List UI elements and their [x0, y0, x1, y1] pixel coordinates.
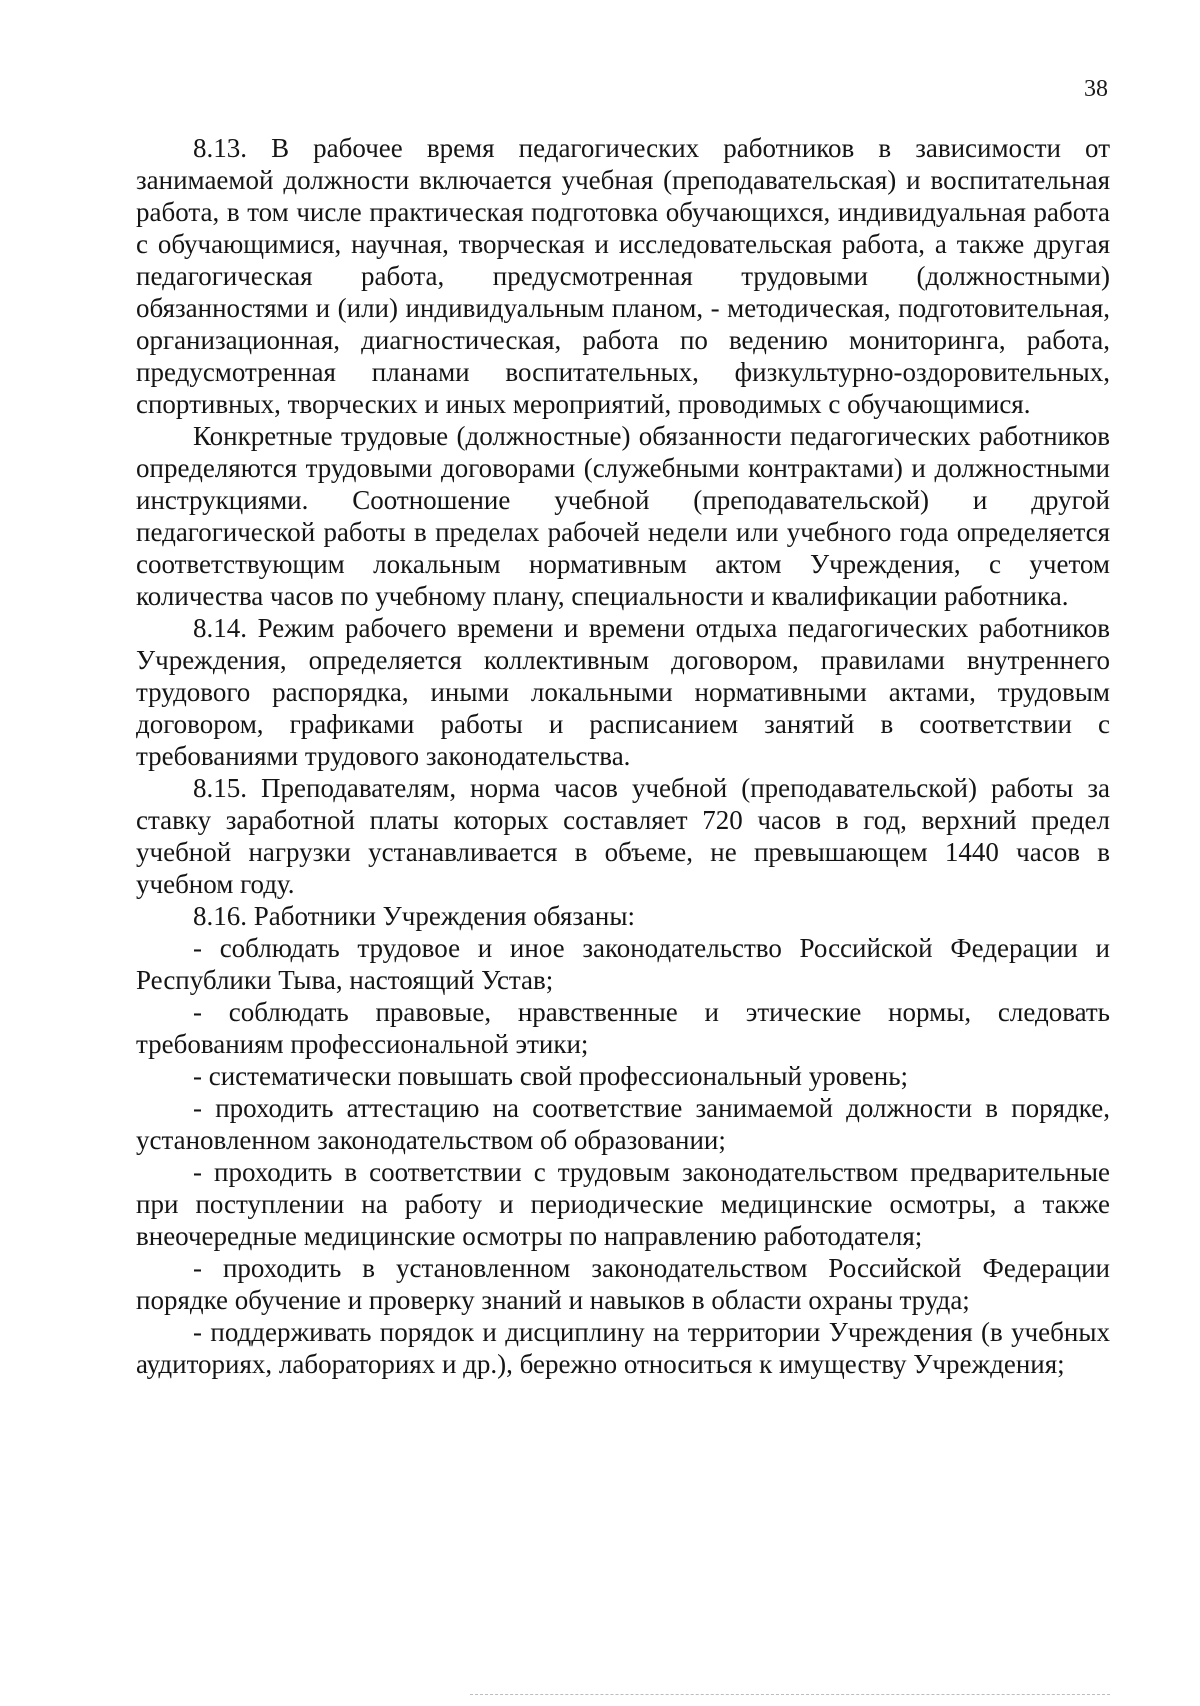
list-item-obligation: - проходить аттестацию на соответствие занимаемой должности в порядке, установленном законодательством об образовании; [136, 1093, 1110, 1155]
list-item-obligation: - проходить в соответствии с трудовым законодательством предварительные при поступлении на работу и периодические медицинские осмотры, а также внеочередные медицинские осмотры по направлению работодателя; [136, 1157, 1110, 1251]
paragraph-8-16: 8.16. Работники Учреждения обязаны: [193, 901, 635, 931]
list-item-obligation: - соблюдать правовые, нравственные и этические нормы, следовать требованиям профессиональной этики; [136, 997, 1110, 1059]
list-item-obligation: - проходить в установленном законодательством Российской Федерации порядке обучение и проверку знаний и навыков в области охраны труда; [136, 1253, 1110, 1315]
list-item-obligation: - соблюдать трудовое и иное законодательство Российской Федерации и Республики Тыва, настоящий Устав; [136, 933, 1110, 995]
list-item-obligation: - поддерживать порядок и дисциплину на территории Учреждения (в учебных аудиториях, лабораториях и др.), бережно относиться к имуществу Учреждения; [136, 1317, 1110, 1379]
paragraph-8-13: 8.13. В рабочее время педагогических работников в зависимости от занимаемой должности включается учебная (преподавательская) и воспитательная работа, в том числе практическая подготовка обучающихся, индивидуальная работа с обучающимися, научная, творческая и исследовательская работа, а также другая педагогическая работа, предусмотренная трудовыми (должностными) обязанностями и (или) индивидуальным планом, - методическая, подготовительная, организационная, диагностическая, работа по ведению мониторинга, работа, предусмотренная планами воспитательных, физкультурно-оздоровительных, спортивных, творческих и иных мероприятий, проводимых с обучающимися. [136, 133, 1110, 419]
scan-edge-divider [470, 1694, 1110, 1695]
page-number: 38 [1084, 76, 1108, 102]
list-item-obligation: - систематически повышать свой профессиональный уровень; [193, 1061, 909, 1091]
paragraph-8-15: 8.15. Преподавателям, норма часов учебной (преподавательской) работы за ставку заработной платы которых составляет 720 часов в год, верхний предел учебной нагрузки устанавливается в объеме, не превышающем 1440 часов в учебном году. [136, 773, 1110, 899]
paragraph-8-14: 8.14. Режим рабочего времени и времени отдыха педагогических работников Учреждения, определяется коллективным договором, правилами внутреннего трудового распорядка, иными локальными нормативными актами, трудовым договором, графиками работы и расписанием занятий в соответствии с требованиями трудового законодательства. [136, 613, 1110, 771]
document-body [136, 132, 1110, 1380]
paragraph-duties: Конкретные трудовые (должностные) обязанности педагогических работников определяются трудовыми договорами (служебными контрактами) и должностными инструкциями. Соотношение учебной (преподавательской) и другой педагогической работы в пределах рабочей недели или учебного года определяется соответствующим локальным нормативным актом Учреждения, с учетом количества часов по учебному плану, специальности и квалификации работника. [136, 421, 1110, 611]
